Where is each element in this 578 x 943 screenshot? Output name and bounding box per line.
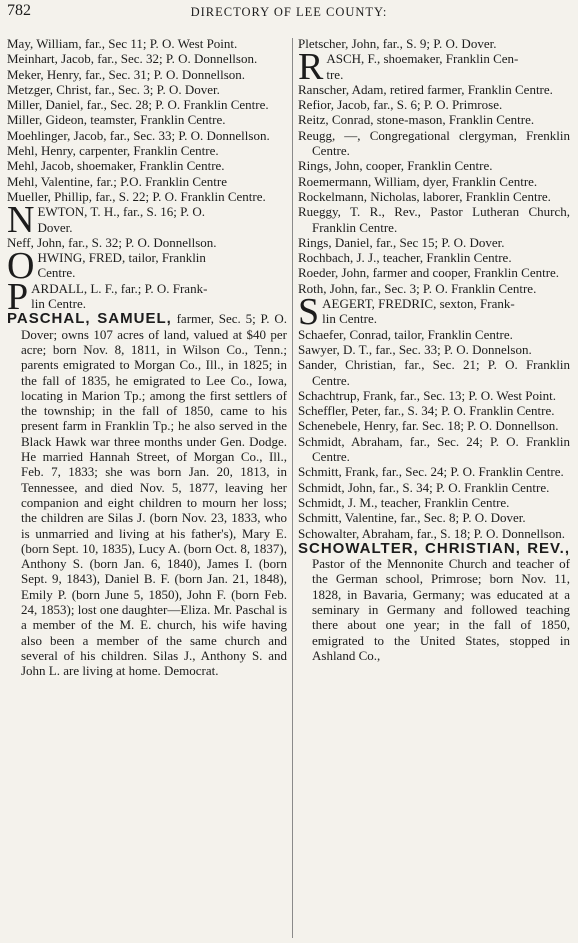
entry-text: far., S. 34; P. O. Franklin Centre. — [384, 403, 555, 419]
directory-entry — [298, 112, 570, 127]
entry-name: Pletscher, John, — [298, 36, 380, 51]
entry-text: far., S. 34; P. O. Franklin Centre. — [378, 479, 550, 495]
directory-entry — [298, 174, 570, 189]
directory-entry — [298, 464, 570, 479]
entry-name: Mehl, Jacob, — [7, 158, 74, 174]
directory-entry — [7, 51, 287, 66]
entry-name: Rings, John, — [298, 158, 363, 174]
directory-entry — [298, 82, 570, 97]
entry-name: SCHOWALTER, CHRISTIAN, REV., — [298, 539, 570, 557]
drop-cap-initial: O — [7, 245, 35, 288]
entry-text: far., Sec. 31; P. O. Donnellson. — [85, 66, 246, 82]
entry-name: Moehlinger, Jacob, — [7, 127, 107, 143]
directory-entry — [298, 265, 570, 280]
page-header — [0, 2, 578, 24]
entry-continuation: lin Centre. — [31, 296, 87, 312]
entry-text: far.; P.O. Franklin Centre — [96, 173, 228, 189]
entry-name: Scheffler, Peter, — [298, 403, 381, 419]
entry-name: Miller, Daniel, — [7, 97, 84, 113]
entry-text: sexton, Frank- — [439, 296, 515, 312]
directory-entry — [298, 510, 570, 525]
directory-entry — [298, 189, 570, 204]
directory-entry — [298, 357, 570, 388]
entry-text: Congregational clergyman, Frenklin Centre. — [312, 127, 570, 159]
entry-text: far., S. 9; P. O. Dover. — [382, 36, 497, 51]
entry-text: far., Sec. 33; P. O. Donnellson. — [109, 127, 270, 143]
drop-cap-initial: P — [7, 275, 29, 318]
right-column — [298, 36, 570, 663]
directory-entry — [7, 174, 287, 189]
entry-name: EWTON, T. H., — [37, 204, 120, 220]
directory-entry — [7, 235, 287, 250]
directory-entry — [7, 189, 287, 204]
directory-entry — [298, 480, 570, 495]
entry-text: far., Sec. 24; P. O. Franklin Centre. — [381, 464, 564, 480]
drop-cap-initial: S — [298, 291, 320, 334]
entry-name: Reitz, Conrad, — [298, 112, 374, 128]
directory-entry — [298, 204, 570, 235]
entry-name: Refior, Jacob, — [298, 97, 371, 113]
directory-entry — [298, 526, 570, 541]
entry-text: teacher, Franklin Centre. — [382, 250, 512, 266]
entry-name: Schaefer, Conrad, — [298, 326, 391, 342]
directory-entry — [298, 36, 570, 51]
entry-continuation: tre. — [326, 66, 344, 82]
entry-text: carpenter, Franklin Centre. — [79, 143, 219, 159]
directory-entry — [298, 97, 570, 112]
directory-entry — [7, 97, 287, 112]
entry-text: far., S. 32; P. O. Donnellson. — [68, 234, 217, 250]
entry-name: Neff, John, — [7, 234, 65, 250]
entry-text: farmer, Sec. 5; P. O. Dover; owns 107 acres of land, valued at $40 per acre; born Nov. 8, 1811, in Wilson Co., Tenn.; parents emigrated to Morgan Co., Ill., in 1825; in the fall of 1835, he emigrated to Lee Co., Iowa, locating in Marion Tp.; among the first settlers of the township; in the fall of 1850, came to his present farm in Franklin Tp.; he also served in the Black Hawk war three months under Gen. Dodge. He married Hannah Street, of Morgan Co., Ill., Feb. 7, 1833; she was born Jan. 20, 1813, in Tennessee, and died Nov. 5, 1877, leaving her companion and eight children to mourn her loss; the children are Silas J. (born Nov. 23, 1833, who is unmarried and living at his father's), Mary E. (born Sept. 10, 1835), Lucy A. (born Oct. 8, 1837), Anthony S. (born Jan. 6, 1840), James I. (born Sept. 9, 1843), Daniel B. F. (born Jan. 21, 1848), Emily P. (born June 5, 1850), John F. (born Feb. 24, 1853); lost one daughter—Eliza. Mr. Paschal is a member of the M. E. church, his wife having also been a member of the same church and several of his children. Silas J., Anthony S. and John L. are living at home. Democrat. — [21, 311, 287, 679]
entry-name: Rochbach, J. J., — [298, 250, 380, 266]
directory-entry — [298, 235, 570, 250]
entry-text: cooper, Franklin Centre. — [365, 158, 493, 174]
entry-name: Schmidt, Abraham, — [298, 433, 403, 449]
entry-text: far., Sec 11; P. O. West Point. — [84, 36, 238, 51]
directory-entry — [7, 128, 287, 143]
left-column — [7, 36, 287, 678]
directory-entry — [298, 281, 570, 296]
entry-name: Mehl, Valentine, — [7, 173, 94, 189]
entry-continuation: Centre. — [37, 265, 76, 281]
entry-text: far.; P. O. Frank- — [120, 280, 208, 296]
entry-text: retired farmer, Franklin Centre. — [389, 81, 553, 97]
entry-name: Roeder, John, — [298, 265, 370, 281]
entry-text: Pastor of the Mennonite Church and teacher of the German school, Primrose; born Nov. 11, 1828, in Bavaria, Germany; was educated at a seminary in Germany and followed teaching there about one year; in the fall of 1850, emigrated to the United States, stopped in Ashland Co., — [312, 556, 570, 663]
entry-name: Rockelmann, Nicholas, — [298, 188, 420, 204]
page-number: 782 — [7, 2, 31, 19]
directory-entry — [298, 158, 570, 173]
entry-name: Schachtrup, Frank, — [298, 387, 397, 403]
entry-text: far., S. 22; P. O. Franklin Centre. — [95, 188, 266, 204]
entry-name: Mehl, Henry, — [7, 143, 76, 159]
entry-name: Meinhart, Jacob, — [7, 51, 95, 67]
entry-name: Sawyer, D. T., — [298, 341, 373, 357]
entry-text: far., S. 6; P. O. Primrose. — [373, 97, 503, 113]
entry-continuation: Dover. — [37, 219, 73, 235]
entry-text: far., Sec. 28; P. O. Franklin Centre. — [86, 97, 269, 113]
entry-text: farmer and cooper, Franklin Centre. — [372, 265, 560, 281]
entry-name: ARDALL, L. F., — [31, 280, 118, 296]
entry-name: HWING, FRED, — [37, 250, 126, 266]
entry-name: Schmidt, J. M., — [298, 494, 378, 510]
entry-name: Schmidt, John, — [298, 479, 376, 495]
directory-entry — [7, 112, 287, 127]
entry-text: stone-mason, Franklin Centre. — [376, 112, 535, 128]
directory-entry — [7, 311, 287, 678]
entry-name: Schowalter, Abraham, — [298, 525, 414, 541]
entry-name: Roth, John, — [298, 280, 358, 296]
entry-text: far., Sec. 21; P. O. Franklin Centre. — [312, 357, 571, 388]
entry-text: far., Sec. 13; P. O. West Point. — [399, 387, 556, 403]
entry-name: Mueller, Phillip, — [7, 188, 93, 204]
directory-entry — [7, 158, 287, 173]
entry-text: dyer, Franklin Centre. — [422, 173, 538, 189]
entry-name: Schmitt, Valentine, — [298, 510, 398, 526]
directory-entry — [298, 128, 570, 159]
directory-entry — [298, 388, 570, 403]
entry-text: far., Sec. 3; P. O. Dover. — [94, 81, 220, 97]
directory-entry — [298, 541, 570, 663]
entry-text: tailor, Franklin Centre. — [394, 326, 513, 342]
entry-text: far., Sec. 32; P. O. Donnellson. — [97, 51, 258, 67]
running-head: DIRECTORY OF LEE COUNTY: — [190, 5, 388, 19]
entry-text: shoemaker, Franklin Centre. — [77, 158, 225, 174]
entry-text: far., Sec. 33; P. O. Donnelson. — [375, 341, 532, 357]
directory-entry — [298, 495, 570, 510]
entry-name: Meker, Henry, — [7, 66, 82, 82]
entry-name: Schenebele, Henry, — [298, 418, 399, 434]
entry-name: Ranscher, Adam, — [298, 81, 387, 97]
column-divider — [292, 38, 293, 938]
entry-name: Rings, Daniel, — [298, 234, 373, 250]
drop-cap-initial: N — [7, 199, 35, 242]
directory-entry — [298, 342, 570, 357]
entry-text: far., Sec. 8; P. O. Dover. — [400, 510, 526, 526]
directory-entry — [7, 67, 287, 82]
entry-text: far., Sec. 3; P. O. Franklin Centre. — [360, 280, 537, 296]
entry-name: ASCH, F., — [326, 51, 381, 67]
entry-name: Metzger, Christ, — [7, 81, 92, 97]
entry-name: May, William, — [7, 36, 82, 51]
directory-entry — [298, 418, 570, 433]
entry-text: Rev., Pastor Lutheran Church, Franklin Centre. — [312, 204, 570, 235]
entry-name: Miller, Gideon, — [7, 112, 87, 128]
entry-text: teacher, Franklin Centre. — [380, 494, 510, 510]
entry-text: far., Sec 15; P. O. Dover. — [376, 234, 505, 250]
entry-name: Rueggy, T. R., — [298, 204, 385, 220]
entry-continuation: lin Centre. — [322, 311, 378, 327]
entry-name: Schmitt, Frank, — [298, 464, 379, 480]
drop-cap-initial: R — [298, 46, 324, 89]
entry-text: far. Sec. 18; P. O. Donnellson. — [401, 418, 559, 434]
entry-text: tailor, Franklin — [128, 250, 206, 266]
directory-entry — [7, 82, 287, 97]
entry-text: far., S. 18; P. O. Donnellson. — [416, 525, 566, 541]
directory-entry — [298, 327, 570, 342]
entry-name: AEGERT, FREDRIC, — [322, 296, 437, 312]
directory-entry — [298, 250, 570, 265]
entry-text: laborer, Franklin Centre. — [422, 188, 551, 204]
entry-text: far., S. 16; P. O. — [123, 204, 206, 220]
entry-name: Sander, Christian, — [298, 357, 396, 373]
directory-entry — [7, 36, 287, 51]
entry-name: Roemermann, William, — [298, 173, 420, 189]
entry-text: far., Sec. 24; P. O. Franklin Centre. — [312, 433, 570, 465]
entry-name: Reugg, —, — [298, 127, 361, 143]
entry-text: shoemaker, Franklin Cen- — [383, 51, 519, 67]
directory-entry — [7, 143, 287, 158]
entry-text: teamster, Franklin Centre. — [90, 112, 226, 128]
directory-entry — [7, 275, 287, 318]
directory-entry — [298, 403, 570, 418]
entry-name: PASCHAL, SAMUEL, — [7, 310, 172, 328]
directory-entry — [298, 434, 570, 465]
